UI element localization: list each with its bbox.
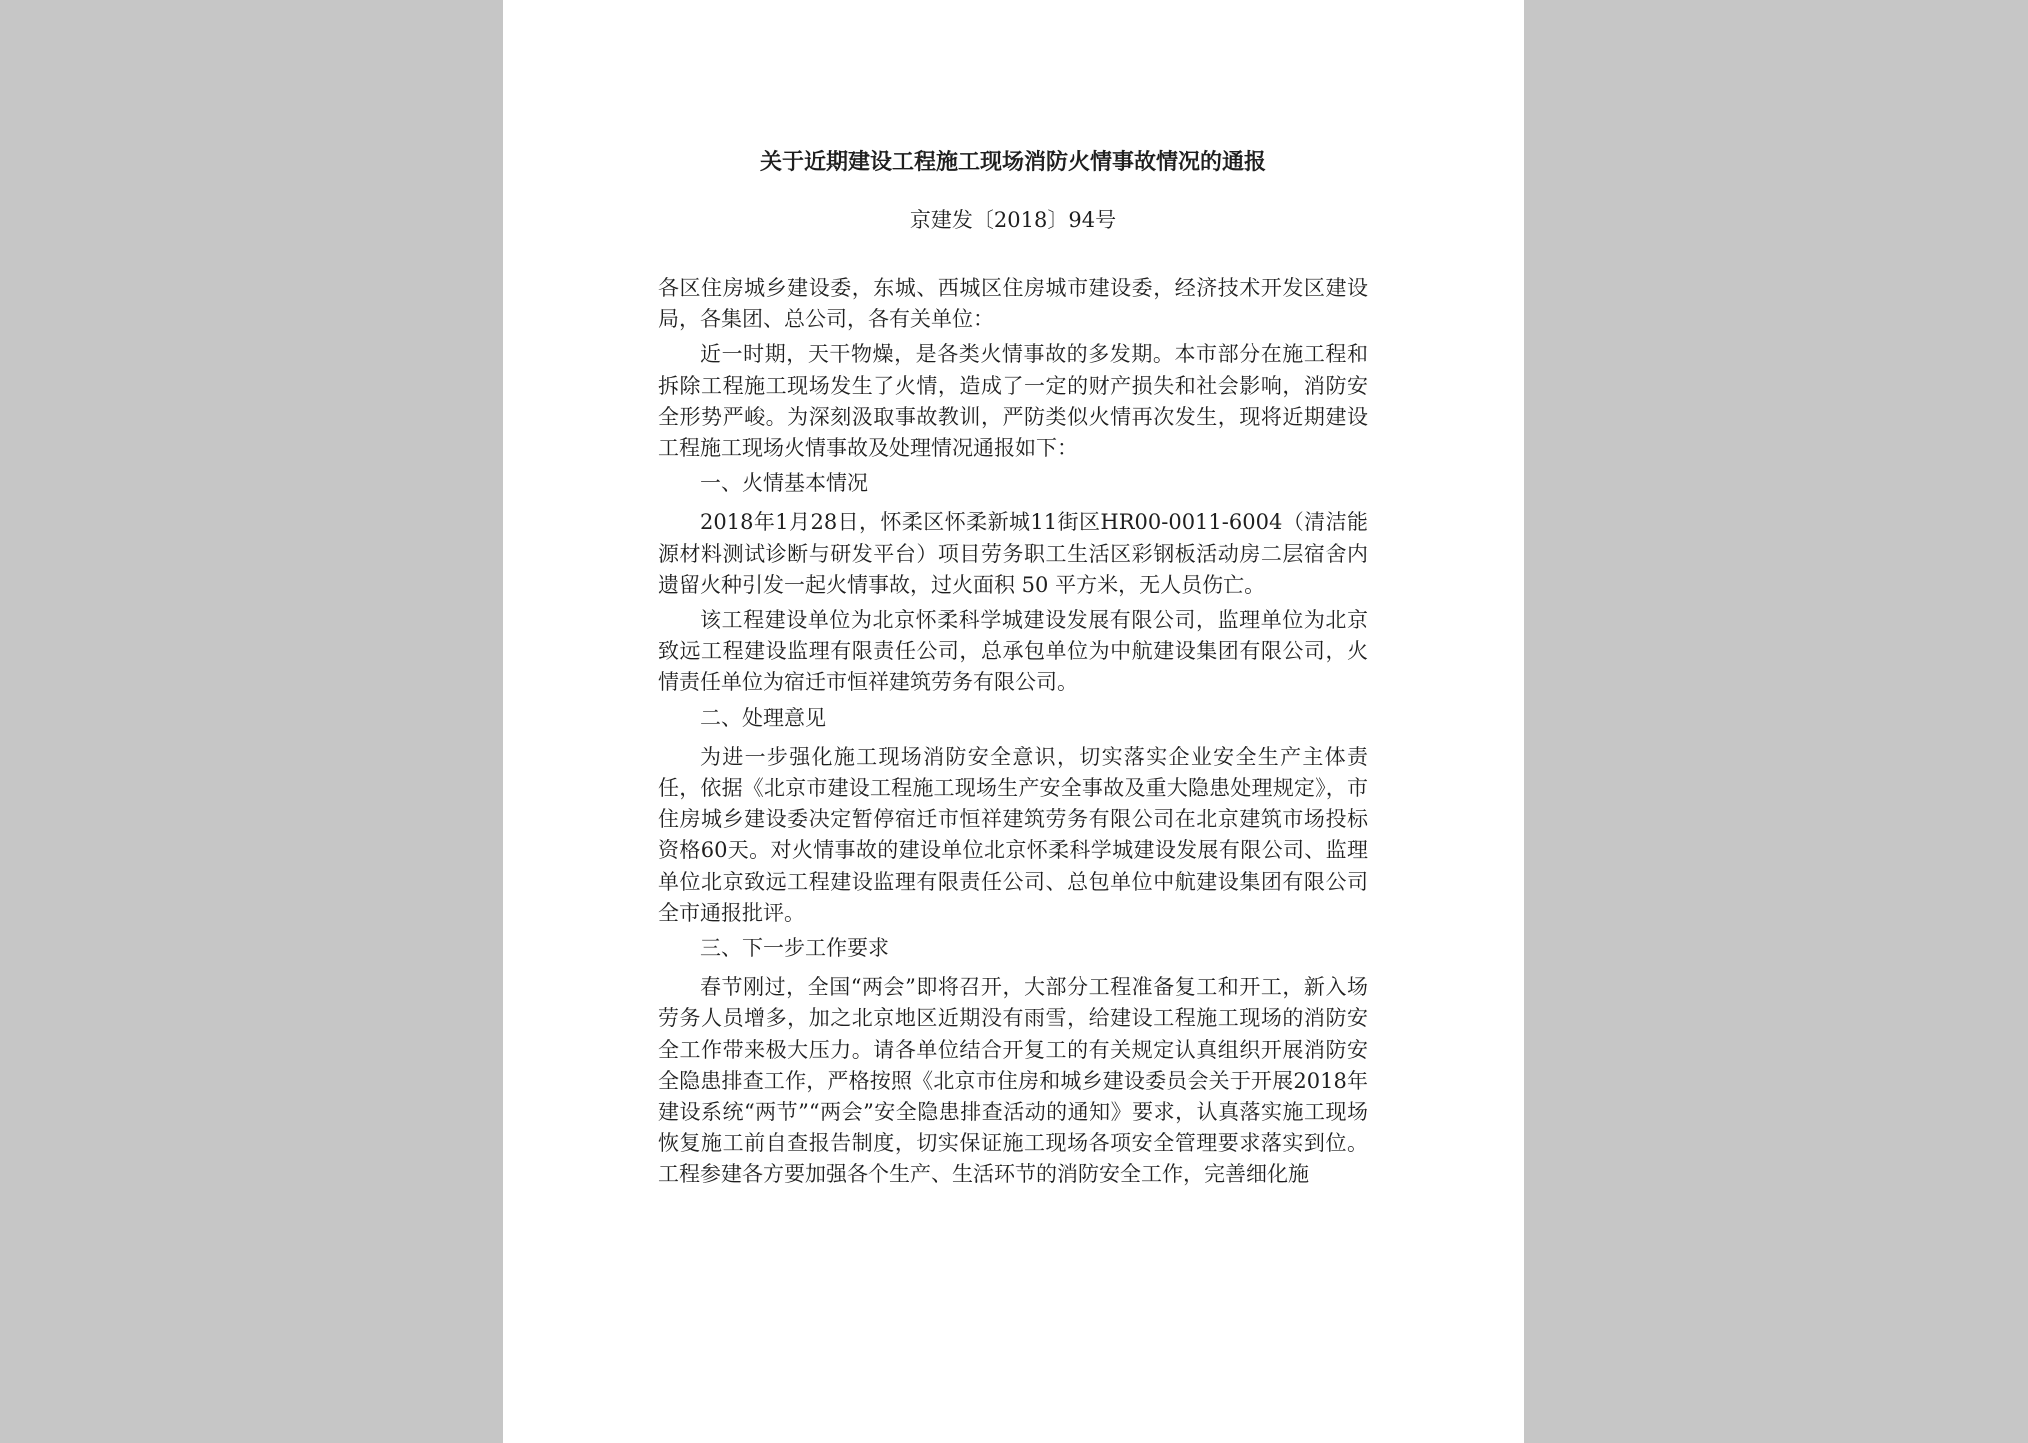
addressee-paragraph: 各区住房城乡建设委，东城、西城区住房城市建设委，经济技术开发区建设局，各集团、总公司，各有关单位： — [658, 276, 1368, 332]
section-heading-handling-opinion: 二、处理意见 — [700, 705, 826, 730]
document-number: 京建发〔2018〕94号 — [909, 208, 1117, 232]
document-body — [658, 273, 1368, 1195]
document-page — [503, 0, 1524, 1443]
document-title: 关于近期建设工程施工现场消防火情事故情况的通报 — [759, 149, 1266, 175]
fire-incident-paragraph: 2018年1月28日，怀柔区怀柔新城11街区HR00-0011-6004（清洁能源材料测试诊断与研发平台）项目劳务职工生活区彩钢板活动房二层宿舍内遗留火种引发一起火情事故，过火面积 50 平方米，无人员伤亡。 — [658, 510, 1368, 597]
section-heading-next-steps: 三、下一步工作要求 — [700, 936, 889, 961]
section-heading-fire-situation: 一、火情基本情况 — [700, 471, 868, 496]
intro-paragraph: 近一时期，天干物燥，是各类火情事故的多发期。本市部分在施工程和拆除工程施工现场发生了火情，造成了一定的财产损失和社会影响，消防安全形势严峻。为深刻汲取事故教训，严防类似火情再次发生，现将近期建设工程施工现场火情事故及处理情况通报如下： — [658, 342, 1368, 461]
next-steps-paragraph: 春节刚过，全国“两会”即将召开，大部分工程准备复工和开工，新入场劳务人员增多，加之北京地区近期没有雨雪，给建设工程施工现场的消防安全工作带来极大压力。请各单位结合开复工的有关规定认真组织开展消防安全隐患排查工作，严格按照《北京市住房和城乡建设委员会关于开展2018年建设系统“两节”“两会”安全隐患排查活动的通知》要求，认真落实施工现场恢复施工前自查报告制度，切实保证施工现场各项安全管理要求落实到位。工程参建各方要加强各个生产、生活环节的消防安全工作，完善细化施 — [658, 975, 1368, 1187]
responsible-units-paragraph: 该工程建设单位为北京怀柔科学城建设发展有限公司，监理单位为北京致远工程建设监理有限责任公司，总承包单位为中航建设集团有限公司，火情责任单位为宿迁市恒祥建筑劳务有限公司。 — [658, 608, 1368, 695]
handling-opinion-paragraph: 为进一步强化施工现场消防安全意识，切实落实企业安全生产主体责任，依据《北京市建设工程施工现场生产安全事故及重大隐患处理规定》，市住房城乡建设委决定暂停宿迁市恒祥建筑劳务有限公司在北京建筑市场投标资格60天。对火情事故的建设单位北京怀柔科学城建设发展有限公司、监理单位北京致远工程建设监理有限责任公司、总包单位中航建设集团有限公司全市通报批评。 — [658, 744, 1368, 925]
